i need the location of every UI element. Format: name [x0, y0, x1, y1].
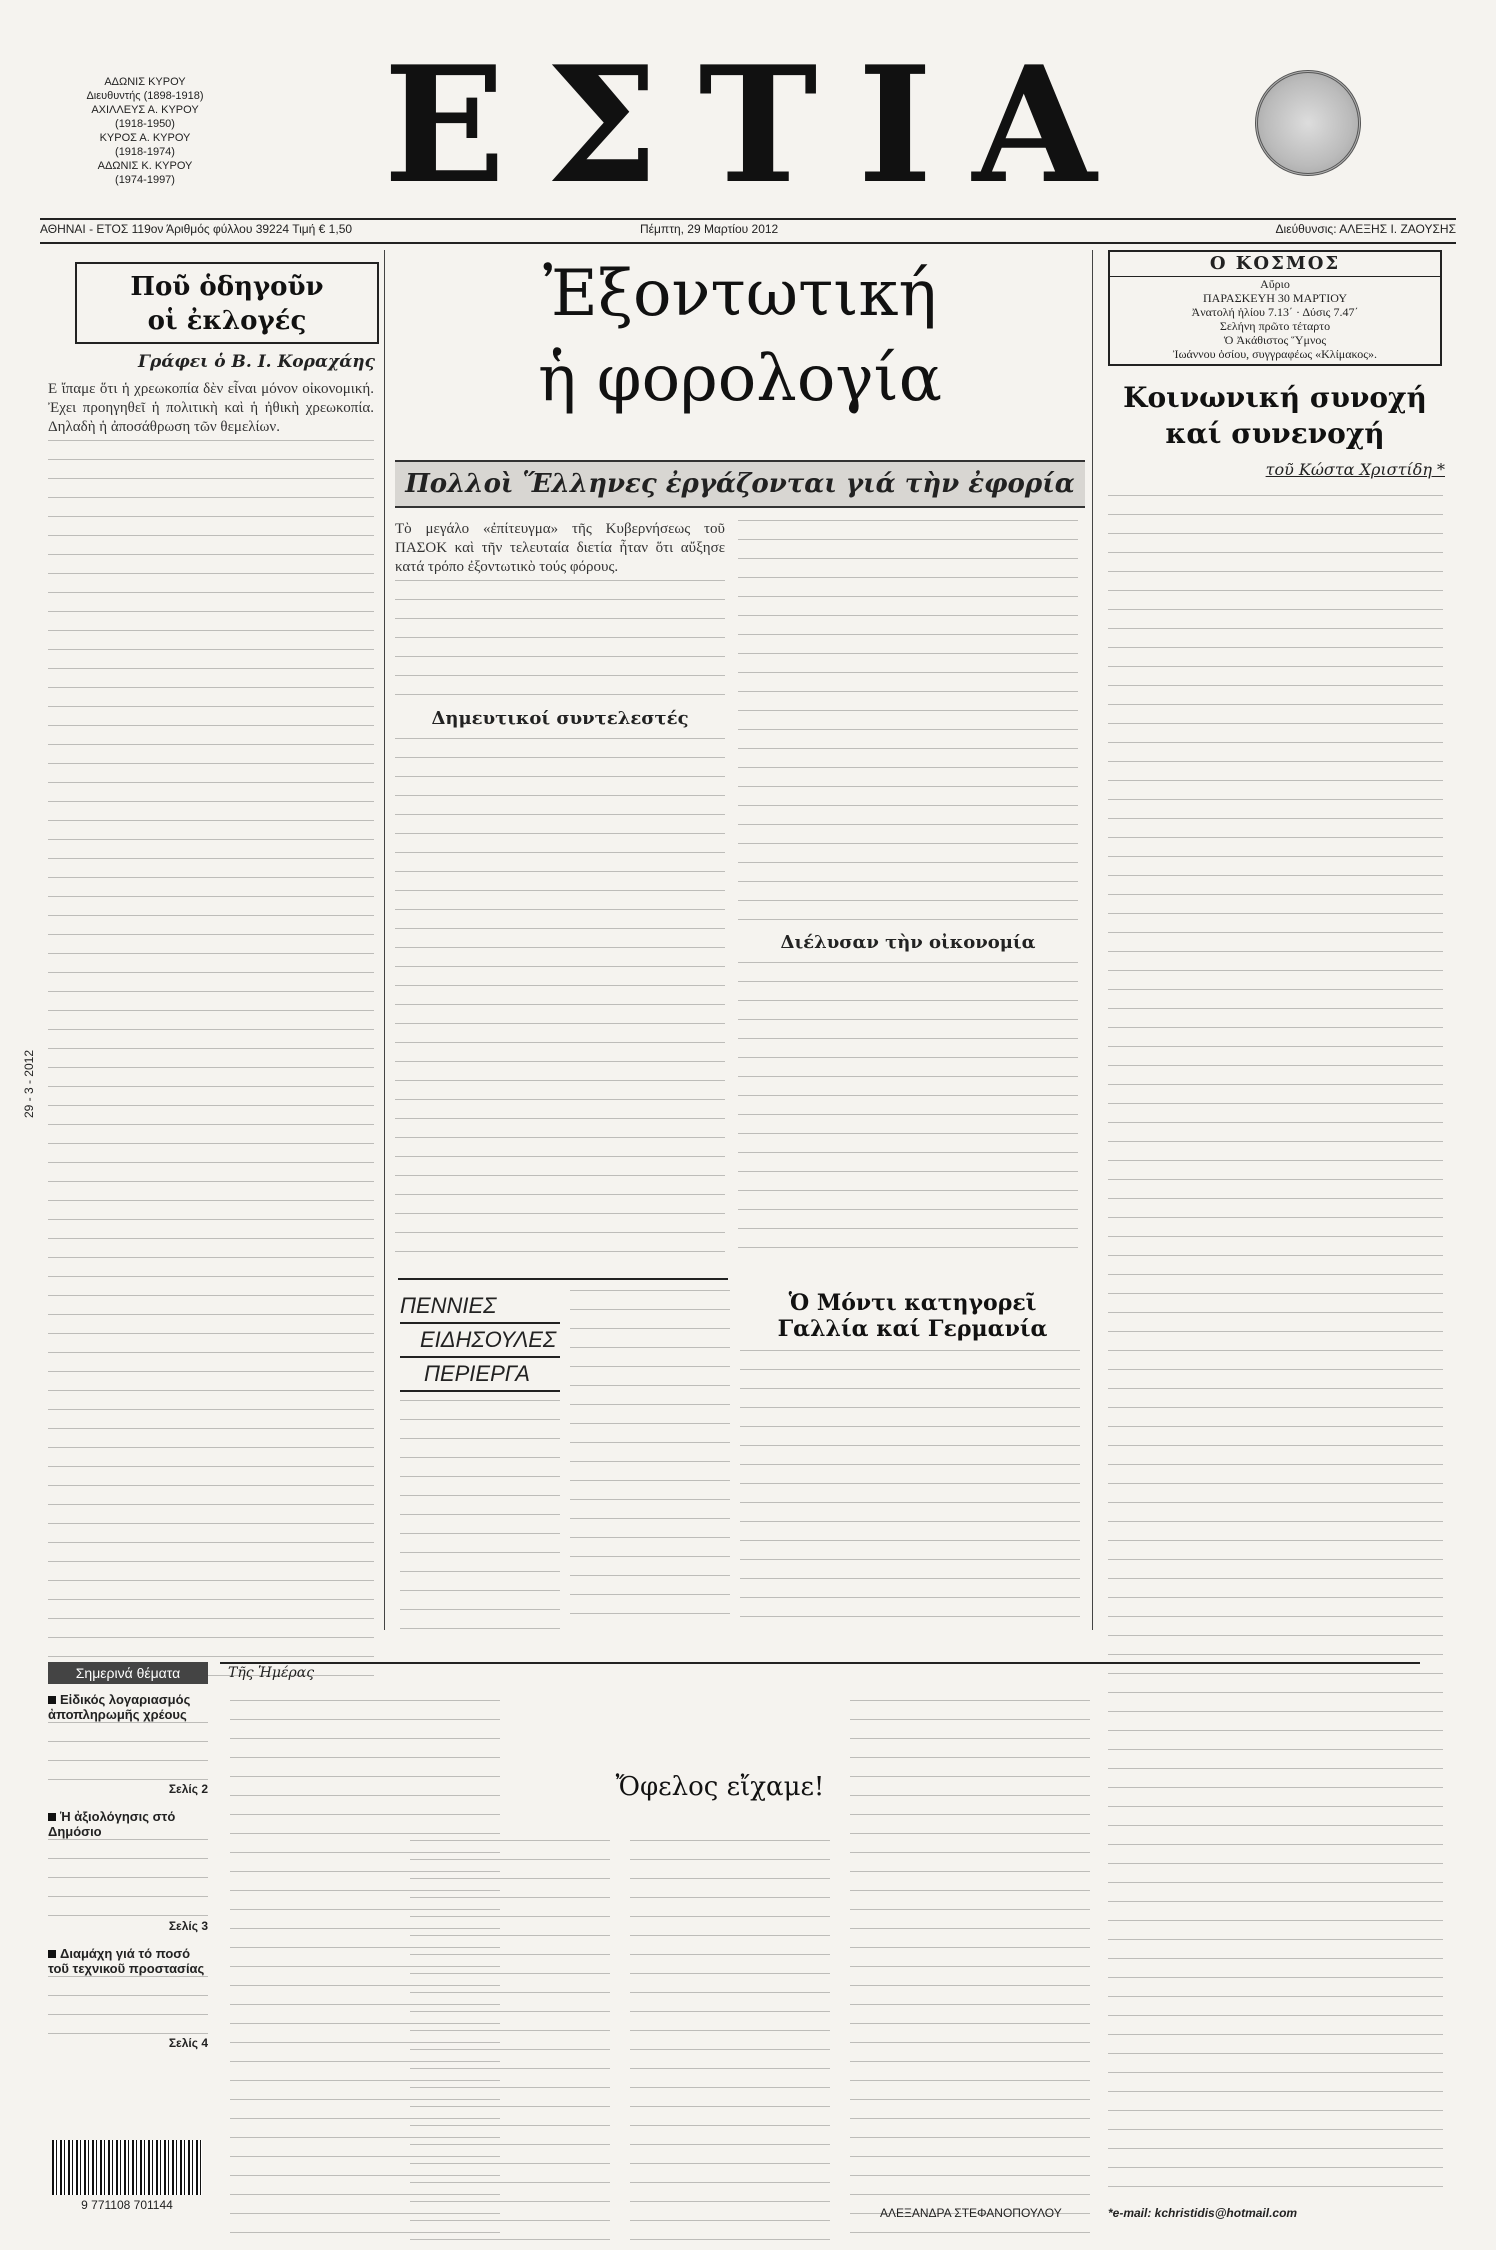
topic-item[interactable] — [48, 1809, 208, 1934]
main-headline: Ἐξοντωτική — [543, 257, 937, 331]
main-article-body-3 — [738, 520, 1078, 920]
topic-title: Διαμάχη γιά τό ποσό τοῦ τεχνικοῦ προστασίας — [48, 1946, 205, 1976]
kosmos-box — [1108, 250, 1442, 366]
main-article-body-4 — [738, 962, 1078, 1262]
right-article-footnote: *e-mail: kchristidis@hotmail.com — [1108, 2206, 1298, 2220]
topic-page: Σελίς 2 — [168, 1782, 208, 1796]
newspaper-title: ΕΣΤΙΑ — [383, 31, 1137, 219]
topic-item[interactable] — [48, 1946, 208, 2051]
kosmos-line: Αὔριο — [1260, 277, 1290, 291]
kosmos-line: ΠΑΡΑΣΚΕΥΗ 30 ΜΑΡΤΙΟΥ — [1203, 291, 1347, 305]
pennies-title — [400, 1290, 560, 1392]
tis-imeras-rule — [220, 1662, 1420, 1664]
monti-title: Ὁ Μόντι κατηγορεῖ — [788, 1290, 1037, 1316]
right-article-title: Κοινωνική συνοχή — [1123, 381, 1427, 414]
side-date: 29 - 3 - 2012 — [22, 1050, 36, 1119]
left-article-title-2: οἱ ἐκλογές — [147, 306, 307, 336]
tis-imeras-body-4 — [850, 1700, 1090, 2240]
monti-author: ΑΛΕΞΑΝΔΡΑ ΣΤΕΦΑΝΟΠΟΥΛΟΥ — [880, 2206, 1062, 2220]
right-article-byline: τοῦ Κώστα Χριστίδη * — [1265, 460, 1445, 479]
left-article-byline: Γράφει ὁ Β. Ι. Κοραχάης — [137, 352, 375, 372]
masthead-rule-bottom — [40, 242, 1456, 244]
tis-imeras-body-2 — [410, 1840, 610, 2240]
topic-title: Εἰδικός λογαριασμός ἀποπληρωμῆς χρέους — [48, 1692, 191, 1722]
main-section-heading-2: Διέλυσαν τὴν οἰκονομία — [780, 932, 1036, 953]
pennies-title-2: ΕΙΔΗΣΟΥΛΕΣ — [400, 1324, 560, 1358]
barcode — [52, 2140, 202, 2195]
seal-logo-icon — [1255, 70, 1361, 176]
left-article-body — [48, 440, 374, 1690]
editor-role: (1918-1974) — [115, 146, 175, 158]
column-divider — [384, 250, 385, 1630]
kosmos-line: Ὁ Ἀκάθιστος Ὕμνος — [1223, 333, 1327, 347]
kosmos-header: Ο ΚΟΣΜΟΣ — [1110, 252, 1440, 277]
square-bullet-icon — [48, 1696, 56, 1704]
left-article-title-box — [75, 262, 379, 344]
topic-summary — [48, 1976, 208, 2036]
left-article-title: Ποῦ ὁδηγοῦν — [130, 272, 324, 302]
editor-name: ΚΥΡΟΣ Α. ΚΥΡΟΥ — [99, 132, 191, 144]
editor-name: ΑΔΩΝΙΣ Κ. ΚΥΡΟΥ — [97, 160, 193, 172]
topic-item[interactable] — [48, 1692, 208, 1797]
issue-date: Πέμπτη, 29 Μαρτίου 2012 — [640, 222, 779, 236]
column-divider — [1092, 250, 1093, 1630]
pennies-body-1 — [400, 1400, 560, 1630]
main-headline-2: ἡ φορολογία — [538, 342, 942, 416]
director-info: Διεύθυνσις: ΑΛΕΞΗΣ Ι. ΖΑΟΥΣΗΣ — [1275, 222, 1456, 236]
tis-imeras-label: Τῆς Ἡμέρας — [228, 1665, 315, 1681]
pennies-title-3: ΠΕΡΙΕΡΓΑ — [400, 1358, 560, 1392]
info-bar — [40, 222, 1456, 240]
editor-name: ΑΧΙΛΛΕΥΣ Α. ΚΥΡΟΥ — [91, 104, 199, 116]
topic-page: Σελίς 4 — [168, 2036, 208, 2050]
masthead-rule — [40, 218, 1456, 220]
square-bullet-icon — [48, 1950, 56, 1958]
topics-list — [48, 1692, 208, 2051]
pennies-title-1: ΠΕΝΝΙΕΣ — [400, 1290, 560, 1324]
tis-imeras-body-3 — [630, 1840, 830, 2240]
main-article-body-1 — [395, 580, 725, 700]
pennies-body-2 — [570, 1290, 730, 1630]
editor-role: (1918-1950) — [115, 118, 175, 130]
square-bullet-icon — [48, 1813, 56, 1821]
monti-body — [740, 1350, 1080, 1630]
topic-summary — [48, 1839, 208, 1919]
editor-name: ΑΔΩΝΙΣ ΚΥΡΟΥ — [104, 76, 186, 88]
main-subheadline: Πολλοὶ Ἕλληνες ἐργάζονται γιά τὴν ἐφορία — [395, 460, 1085, 508]
right-article-body — [1108, 495, 1443, 2195]
main-section-heading-1: Δημευτικοί συντελεστές — [431, 708, 689, 729]
issue-info: ΑΘΗΝΑΙ - ΕΤΟΣ 119ον Άριθμός φύλλου 39224 Τιμή € 1,50 — [40, 222, 353, 236]
masthead-editors — [80, 75, 210, 187]
barcode-number: 9 771108 701144 — [81, 2198, 173, 2212]
main-article-body-2 — [395, 738, 725, 1268]
editor-role: Διευθυντής (1898-1918) — [86, 90, 204, 102]
editor-role: (1974-1997) — [115, 174, 175, 186]
right-article-title-2: καί συνενοχή — [1165, 417, 1385, 450]
topic-summary — [48, 1722, 208, 1782]
topics-header: Σημερινά θέματα — [48, 1662, 208, 1684]
kosmos-line: Ἰωάννου ὁσίου, συγγραφέως «Κλίμακος». — [1172, 347, 1378, 361]
tis-imeras-title: Ὄφελος εἴχαμε! — [615, 1772, 825, 1802]
topic-title: Ἡ ἀξιολόγησις στό Δημόσιο — [48, 1809, 176, 1839]
main-article-intro: Τὸ μεγάλο «ἐπίτευγμα» τῆς Κυβερνήσεως τοῦ ΠΑΣΟΚ καὶ τῆν τελευταία διετία ἦταν ὅτι αὔξησε κατά τρόπο ἐξοντωτικὸ τούς φόρους. — [395, 521, 725, 575]
topic-page: Σελίς 3 — [168, 1919, 208, 1933]
pennies-rule — [398, 1278, 728, 1280]
kosmos-line: Σελήνη πρῶτο τέταρτο — [1219, 319, 1331, 333]
left-article-lead: Ε ἴπαμε ὅτι ἡ χρεωκοπία δὲν εἶναι μόνον οἰκονομική. Ἐχει προηγηθεῖ ἡ πολιτικὴ καὶ ἡ ἠθικὴ χρεωκοπία. Δηλαδὴ ἡ ἀποσάθρωση τῶν θεμελίων. — [48, 381, 374, 435]
kosmos-line: Ἀνατολή ἡλίου 7.13΄ · Δύσις 7.47΄ — [1191, 305, 1359, 319]
monti-title-2: Γαλλία καί Γερμανία — [777, 1316, 1048, 1342]
